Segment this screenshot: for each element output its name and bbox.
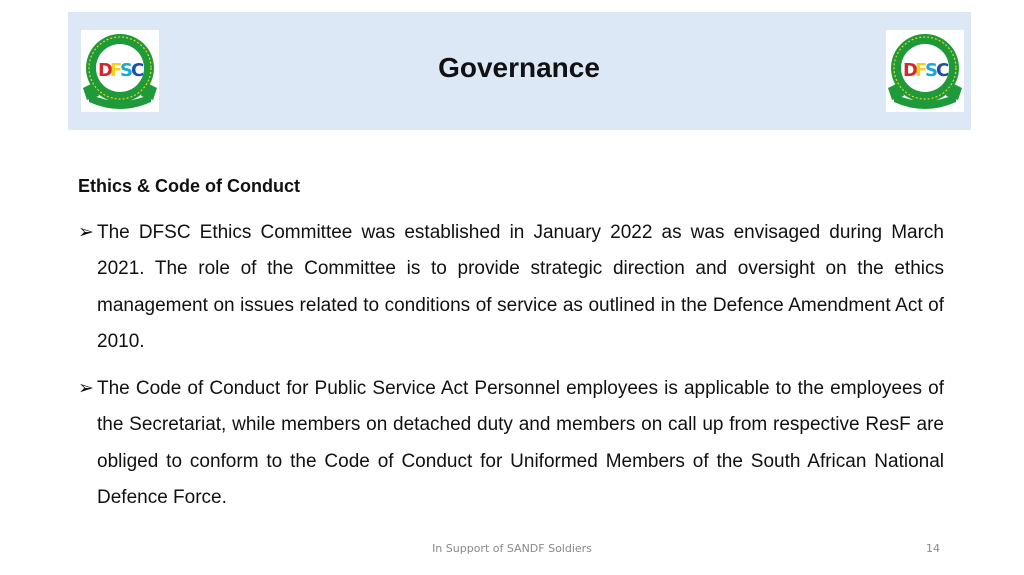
svg-text:S: S [925,60,938,81]
section-heading: Ethics & Code of Conduct [78,176,300,196]
svg-text:F: F [110,60,123,81]
svg-text:C: C [131,60,145,81]
bullet-item [78,215,944,360]
arrow-bullet-icon: ➢ [78,222,94,243]
svg-text:C: C [936,60,950,81]
svg-text:D: D [903,60,918,81]
svg-text:F: F [915,60,928,81]
svg-text:D: D [98,60,113,81]
bullet-text: The Code of Conduct for Public Service Act Personnel employees is applicable to the employees of the Secretariat, while members on detached duty and members on call up from respective ResF are obliged to conform to the Code of Conduct for Uniformed Members of the South African National Defence Force. [97,378,944,508]
footer-text: In Support of SANDF Soldiers [432,542,592,555]
bullet-text: The DFSC Ethics Committee was established in January 2022 as was envisaged during March 2021. The role of the Committee is to provide strategic direction and oversight on the ethics management on issues related to conditions of service as outlined in the Defence Amendment Act of 2010. [97,222,944,352]
bullet-item [78,371,944,516]
svg-text:S: S [120,60,133,81]
page-number: 14 [926,542,940,555]
page-title: Governance [438,52,600,83]
arrow-bullet-icon: ➢ [78,378,94,399]
